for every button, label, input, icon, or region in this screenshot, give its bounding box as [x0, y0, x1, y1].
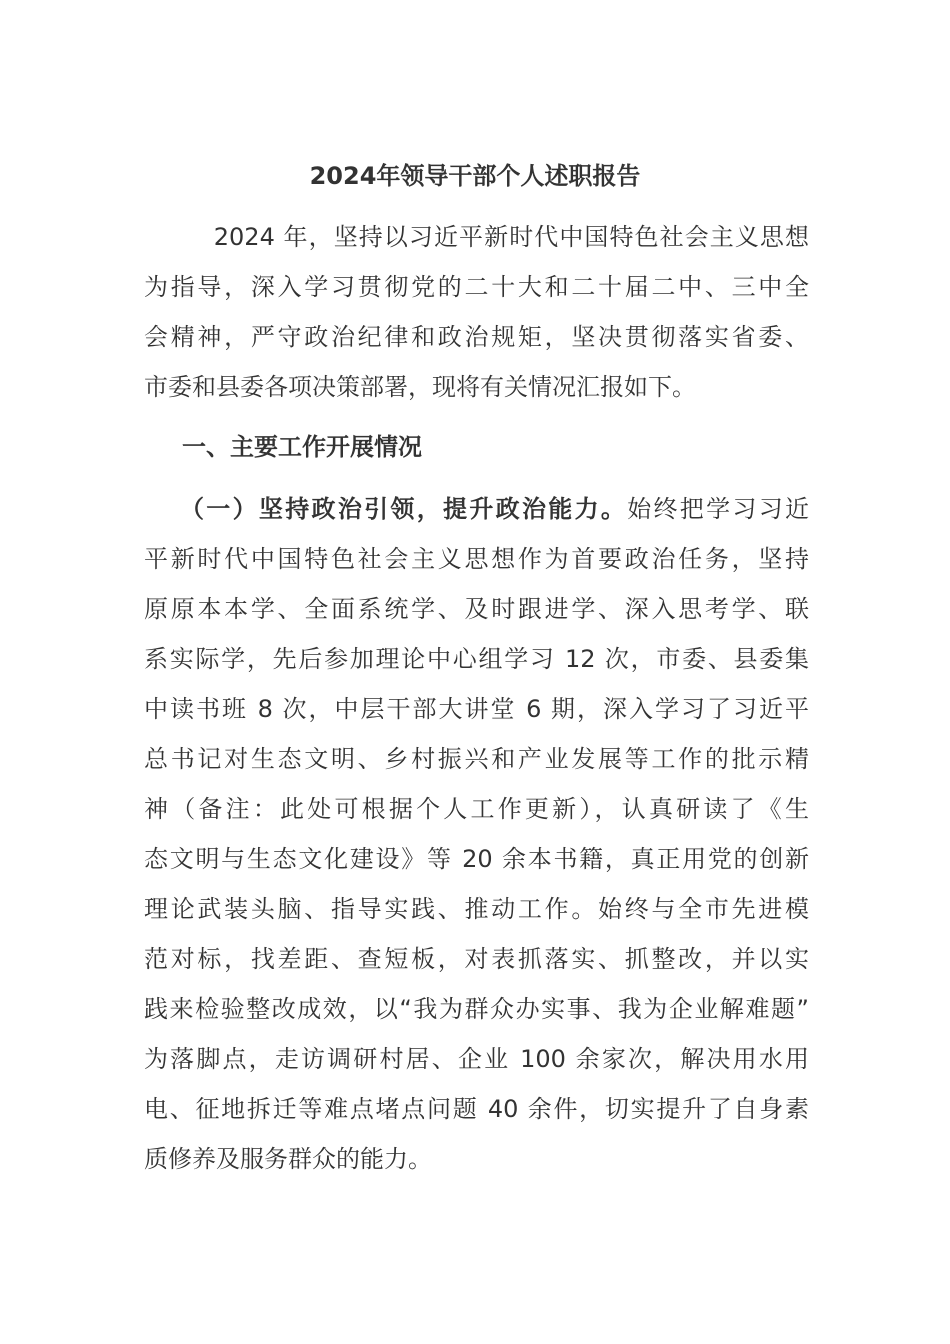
subsection-line: 践来检验整改成效，以“我为群众办实事、我为企业解难题” [144, 995, 809, 1023]
subsection-line: 理论武装头脑、指导实践、推动工作。始终与全市先进模 [144, 895, 809, 923]
subsection-first-line-rest: 始终把学习习近 [627, 495, 810, 523]
subsection-line: 系实际学，先后参加理论中心组学习 12 次，市委、县委集 [144, 645, 809, 673]
subsection-line: 范对标，找差距、查短板，对表抓落实、抓整改，并以实 [144, 945, 809, 973]
intro-line-1: 2024 年，坚持以习近平新时代中国特色社会主义思想 [180, 223, 809, 251]
section-heading: 一、主要工作开展情况 [182, 433, 422, 461]
subsection-line: 平新时代中国特色社会主义思想作为首要政治任务，坚持 [144, 545, 809, 573]
subsection-line: 电、征地拆迁等难点堵点问题 40 余件，切实提升了自身素 [144, 1095, 809, 1123]
document-title: 2024年领导干部个人述职报告 [309, 162, 641, 190]
subsection-line: 为落脚点，走访调研村居、企业 100 余家次，解决用水用 [144, 1045, 809, 1073]
subsection-line: 态文明与生态文化建设》等 20 余本书籍，真正用党的创新 [144, 845, 809, 873]
subsection-line: 中读书班 8 次，中层干部大讲堂 6 期，深入学习了习近平 [144, 695, 809, 723]
subsection-line: 总书记对生态文明、乡村振兴和产业发展等工作的批示精 [144, 745, 809, 773]
subsection-paragraph [144, 484, 809, 1184]
intro-line-3: 会精神，严守政治纪律和政治规矩，坚决贯彻落实省委、 [144, 323, 809, 351]
intro-line-2: 为指导，深入学习贯彻党的二十大和二十届二中、三中全 [144, 273, 809, 301]
subsection-line: 原原本本学、全面系统学、及时跟进学、深入思考学、联 [144, 595, 809, 623]
subsection-line: 质修养及服务群众的能力。 [144, 1145, 432, 1173]
intro-paragraph [144, 212, 809, 412]
subsection-line-1 [144, 484, 809, 534]
intro-line-4: 市委和县委各项决策部署，现将有关情况汇报如下。 [144, 373, 696, 401]
subsection-bold-lead: （一）坚持政治引领，提升政治能力。 [180, 495, 628, 523]
subsection-line: 神（备注：此处可根据个人工作更新），认真研读了《生 [144, 795, 809, 823]
